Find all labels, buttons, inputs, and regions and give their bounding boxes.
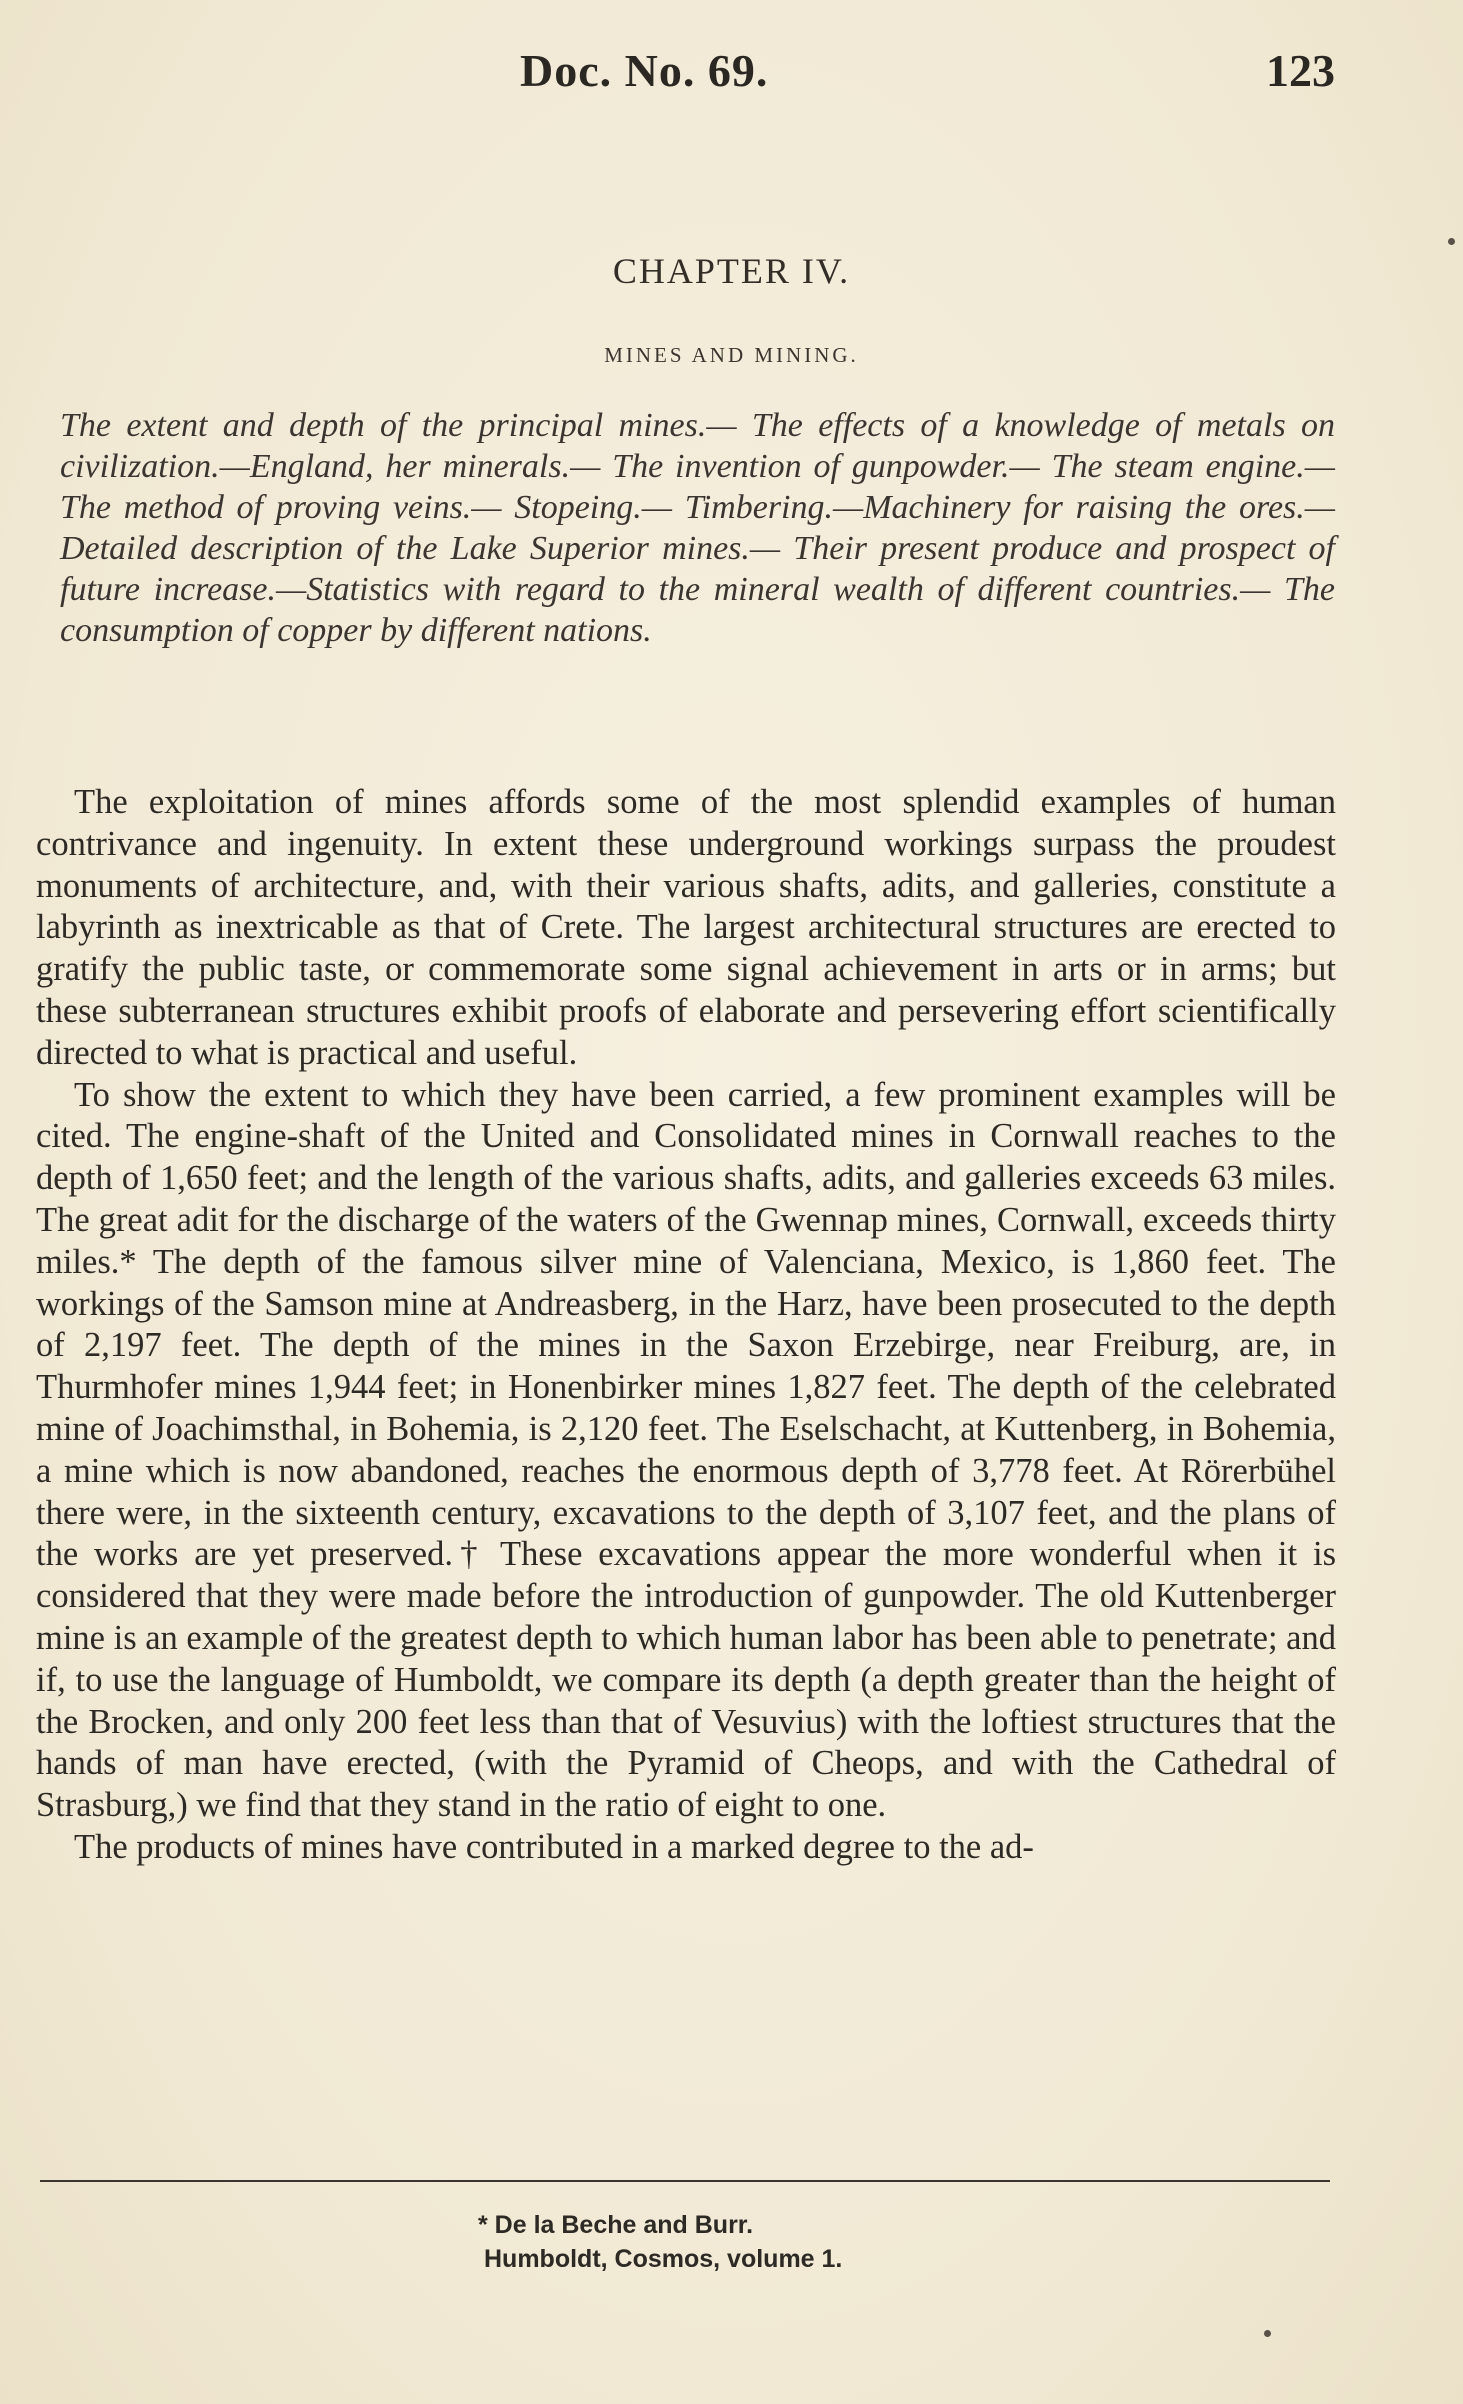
body-text [36, 782, 1336, 1869]
running-header [520, 44, 1335, 104]
page-number: 123 [1266, 45, 1335, 96]
chapter-subtitle: MINES AND MINING. [604, 343, 859, 367]
chapter-title: CHAPTER IV. [612, 251, 851, 291]
footnotes [478, 2208, 1178, 2276]
footnote-rule [40, 2180, 1330, 2182]
specks [1448, 238, 1455, 245]
specks [1264, 2330, 1271, 2337]
document-label: Doc. No. 69. [520, 45, 769, 96]
paragraph: The exploitation of mines affords some of the most splendid examples of human contrivance and ingenuity. In extent these underground workings surpass the proudest monuments of architecture, and, with their various shafts, adits, and galleries, constitute a labyrinth as inextricable as that of Crete. The largest architectural structures are erected to gratify the public taste, or commemorate some signal achievement in arts or in arms; but these subterranean structures exhibit proofs of elaborate and persevering effort scientifically directed to what is practical and useful. [36, 783, 1336, 1072]
chapter-synopsis: The extent and depth of the principal mines.— The effects of a knowledge of metals on civilization.—England, her minerals.— The invention of gunpowder.— The steam engine.— The method of proving veins.— Stopeing.— Timbering.—Machinery for raising the ores.—Detailed description of the Lake Superior mines.— Their present produce and prospect of future increase.—Statistics with regard to the mineral wealth of different countries.— The consumption of copper by different nations. [60, 407, 1335, 649]
paragraph: To show the extent to which they have been carried, a few prominent examples will be cited. The engine-shaft of the United and Consolidated mines in Cornwall reaches to the depth of 1,650 feet; and the length of the various shafts, adits, and galleries exceeds 63 miles. The great adit for the discharge of the waters of the Gwennap mines, Cornwall, exceeds thirty miles.* The depth of the famous silver mine of Valenciana, Mexico, is 1,860 feet. The workings of the Samson mine at Andreasberg, in the Harz, have been prosecuted to the depth of 2,197 feet. The depth of the mines in the Saxon Erzebirge, near Freiburg, are, in Thurmhofer mines 1,944 feet; in Honenbirker mines 1,827 feet. The depth of the celebrated mine of Joachimsthal, in Bohemia, is 2,120 feet. The Eselschacht, at Kuttenberg, in Bohemia, a mine which is now abandoned, reaches the enormous depth of 3,778 feet. At Rörerbühel there were, in the sixteenth century, excavations to the depth of 3,107 feet, and the plans of the works are yet preserved.† These excavations appear the more wonderful when it is considered that they were made before the introduction of gunpowder. The old Kuttenberger mine is an example of the greatest depth to which human labor has been able to penetrate; and if, to use the language of Humboldt, we compare its depth (a depth greater than the height of the Brocken, and only 200 feet less than that of Vesuvius) with the loftiest structures that the hands of man have erected, (with the Pyramid of Cheops, and with the Cathedral of Strasburg,) we find that they stand in the ratio of eight to one. [36, 1075, 1336, 1825]
paragraph: The products of mines have contributed in a marked degree to the ad- [74, 1827, 1034, 1866]
footnote: * De la Beche and Burr. [478, 2211, 754, 2239]
footnote: Humboldt, Cosmos, volume 1. [484, 2245, 843, 2273]
